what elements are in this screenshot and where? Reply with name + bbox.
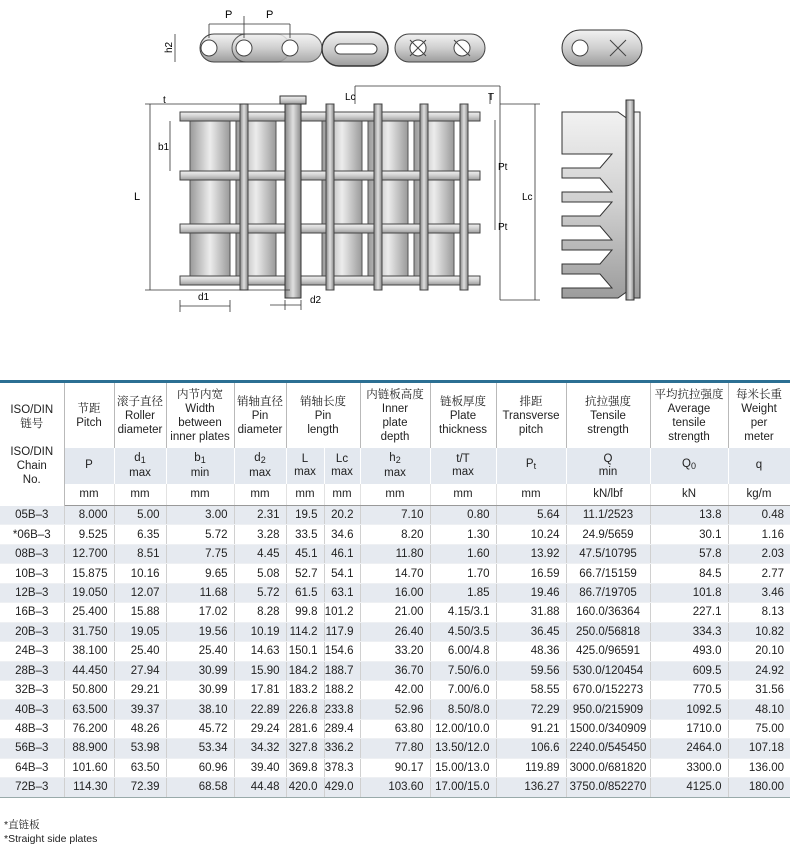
table-cell: 13.8: [650, 506, 728, 525]
table-cell: 38.10: [166, 700, 234, 719]
header-row-units: [0, 484, 790, 506]
table-cell: 1.16: [728, 525, 790, 544]
table-cell: 66.7/15159: [566, 564, 650, 583]
l-label: L: [134, 191, 141, 203]
chain-no-cell: 12B–3: [0, 583, 64, 602]
table-cell: 425.0/96591: [566, 642, 650, 661]
table-cell: 1.85: [430, 583, 496, 602]
table-cell: 11.80: [360, 544, 430, 563]
chain-no-cell: *06B–3: [0, 525, 64, 544]
table-cell: 10.82: [728, 622, 790, 641]
table-body: [0, 506, 790, 798]
table-row: [0, 622, 790, 641]
table-cell: 45.1: [286, 544, 324, 563]
table-cell: 1.30: [430, 525, 496, 544]
table-cell: 38.100: [64, 642, 114, 661]
table-cell: 24.9/5659: [566, 525, 650, 544]
table-row: [0, 642, 790, 661]
pt-label-2: Pt: [498, 222, 508, 233]
table-cell: 30.99: [166, 680, 234, 699]
table-cell: 11.1/2523: [566, 506, 650, 525]
table-cell: 3.00: [166, 506, 234, 525]
table-cell: 609.5: [650, 661, 728, 680]
footnote-en: *Straight side plates: [4, 833, 98, 845]
table-cell: 6.00/4.8: [430, 642, 496, 661]
chain-plan-view: [180, 96, 480, 298]
chain-no-cell: 64B–3: [0, 758, 64, 777]
table-cell: 188.2: [324, 680, 360, 699]
sym-h2: $h_2$ max: [360, 448, 430, 484]
table-cell: 16.59: [496, 564, 566, 583]
table-cell: 15.875: [64, 564, 114, 583]
header-row-symbols: [0, 448, 790, 484]
table-cell: 90.17: [360, 758, 430, 777]
table-row: [0, 758, 790, 777]
header-row-titles: [0, 382, 790, 448]
table-cell: 250.0/56818: [566, 622, 650, 641]
table-cell: 22.89: [234, 700, 286, 719]
table-cell: 48.26: [114, 719, 166, 738]
table-cell: 63.500: [64, 700, 114, 719]
table-cell: 15.00/13.0: [430, 758, 496, 777]
table-cell: 21.00: [360, 603, 430, 622]
header-transverse-pitch: 排距 Transverse pitch: [496, 382, 566, 448]
table-cell: 101.60: [64, 758, 114, 777]
sym-q: Q min: [566, 448, 650, 484]
table-cell: 4.50/3.5: [430, 622, 496, 641]
table-cell: 289.4: [324, 719, 360, 738]
table-cell: 9.525: [64, 525, 114, 544]
table-cell: 20.2: [324, 506, 360, 525]
table-cell: 42.00: [360, 680, 430, 699]
table-cell: 119.89: [496, 758, 566, 777]
table-cell: 25.40: [114, 642, 166, 661]
unit-d1: mm: [114, 484, 166, 506]
table-cell: 20.10: [728, 642, 790, 661]
table-cell: 10.24: [496, 525, 566, 544]
header-roller-diameter: 滚子直径 Roller diameter: [114, 382, 166, 448]
table-cell: 154.6: [324, 642, 360, 661]
table-row: [0, 719, 790, 738]
t-cap-label: T: [488, 92, 495, 103]
header-pin-diameter: 销轴直径 Pin diameter: [234, 382, 286, 448]
sym-t: t/T max: [430, 448, 496, 484]
table-row: [0, 603, 790, 622]
table-cell: 10.19: [234, 622, 286, 641]
table-cell: 12.700: [64, 544, 114, 563]
table-cell: 0.48: [728, 506, 790, 525]
table-cell: 19.5: [286, 506, 324, 525]
table-cell: 1092.5: [650, 700, 728, 719]
table-cell: 27.94: [114, 661, 166, 680]
table-cell: 13.50/12.0: [430, 739, 496, 758]
table-cell: 8.13: [728, 603, 790, 622]
table-cell: 3.46: [728, 583, 790, 602]
sym-lc: Lc max: [324, 448, 360, 484]
table-cell: 2464.0: [650, 739, 728, 758]
table-cell: 33.20: [360, 642, 430, 661]
table-cell: 227.1: [650, 603, 728, 622]
table-row: [0, 739, 790, 758]
table-cell: 75.00: [728, 719, 790, 738]
table-cell: 25.40: [166, 642, 234, 661]
table-row: [0, 680, 790, 699]
table-cell: 72.29: [496, 700, 566, 719]
table-cell: 5.72: [166, 525, 234, 544]
header-iso-din: ISO/DIN 链号 ISO/DIN Chain No.: [0, 382, 64, 506]
table-cell: 17.81: [234, 680, 286, 699]
table-cell: 68.58: [166, 778, 234, 797]
unit-weight: kg/m: [728, 484, 790, 506]
table-cell: 33.5: [286, 525, 324, 544]
table-cell: 233.8: [324, 700, 360, 719]
table-row: [0, 525, 790, 544]
sym-b1: $b_1$ min: [166, 448, 234, 484]
table-cell: 114.2: [286, 622, 324, 641]
table-cell: 26.40: [360, 622, 430, 641]
table-cell: 52.7: [286, 564, 324, 583]
chain-no-cell: 20B–3: [0, 622, 64, 641]
table-cell: 2.03: [728, 544, 790, 563]
table-cell: 117.9: [324, 622, 360, 641]
table-cell: 106.6: [496, 739, 566, 758]
table-cell: 59.56: [496, 661, 566, 680]
table-cell: 12.07: [114, 583, 166, 602]
d1-label: d1: [198, 292, 210, 303]
header-plate-thickness: 链板厚度 Plate thickness: [430, 382, 496, 448]
unit-b1: mm: [166, 484, 234, 506]
table-cell: 14.70: [360, 564, 430, 583]
table-cell: 19.46: [496, 583, 566, 602]
table-cell: 670.0/152273: [566, 680, 650, 699]
table-cell: 39.40: [234, 758, 286, 777]
chain-no-cell: 05B–3: [0, 506, 64, 525]
b1-label: b1: [158, 142, 170, 153]
table-cell: 34.6: [324, 525, 360, 544]
unit-lc: mm: [324, 484, 360, 506]
table-row: [0, 700, 790, 719]
chain-technical-drawing: [0, 0, 790, 360]
table-cell: 34.32: [234, 739, 286, 758]
table-cell: 36.45: [496, 622, 566, 641]
pitch-label-2: P: [266, 9, 274, 21]
table-cell: 25.400: [64, 603, 114, 622]
table-cell: 281.6: [286, 719, 324, 738]
table-row: [0, 583, 790, 602]
table-cell: 8.000: [64, 506, 114, 525]
sym-l: L max: [286, 448, 324, 484]
table-cell: 19.050: [64, 583, 114, 602]
table-cell: 44.48: [234, 778, 286, 797]
table-cell: 61.5: [286, 583, 324, 602]
table-cell: 6.35: [114, 525, 166, 544]
table-cell: 369.8: [286, 758, 324, 777]
table-cell: 50.800: [64, 680, 114, 699]
chain-end-view-top: [562, 30, 642, 66]
lc-label: Lc: [345, 92, 356, 103]
h2-label: h2: [164, 41, 175, 53]
table-row: [0, 544, 790, 563]
table-cell: 19.56: [166, 622, 234, 641]
table-cell: 14.63: [234, 642, 286, 661]
sym-weight: q: [728, 448, 790, 484]
unit-pitch: mm: [64, 484, 114, 506]
sym-pitch: P: [64, 448, 114, 484]
table-cell: 3300.0: [650, 758, 728, 777]
unit-q: kN/lbf: [566, 484, 650, 506]
table-cell: 107.18: [728, 739, 790, 758]
chain-no-cell: 24B–3: [0, 642, 64, 661]
table-row: [0, 661, 790, 680]
chain-no-cell: 08B–3: [0, 544, 64, 563]
sym-q0: $Q_0$: [650, 448, 728, 484]
table-cell: 45.72: [166, 719, 234, 738]
table-cell: 5.72: [234, 583, 286, 602]
header-inner-plate-depth: 内链板高度 Inner plate depth: [360, 382, 430, 448]
table-cell: 5.00: [114, 506, 166, 525]
table-cell: 770.5: [650, 680, 728, 699]
table-cell: 3000.0/681820: [566, 758, 650, 777]
table-cell: 17.00/15.0: [430, 778, 496, 797]
table-cell: 7.00/6.0: [430, 680, 496, 699]
table-cell: 7.50/6.0: [430, 661, 496, 680]
table-cell: 31.750: [64, 622, 114, 641]
table-cell: 63.80: [360, 719, 430, 738]
table-cell: 188.7: [324, 661, 360, 680]
unit-t: mm: [430, 484, 496, 506]
table-cell: 13.92: [496, 544, 566, 563]
table-cell: 4.15/3.1: [430, 603, 496, 622]
header-width-inner: 内节内宽 Width between inner plates: [166, 382, 234, 448]
table-cell: 17.02: [166, 603, 234, 622]
chain-no-cell: 32B–3: [0, 680, 64, 699]
table-cell: 4.45: [234, 544, 286, 563]
table-cell: 327.8: [286, 739, 324, 758]
table-cell: 12.00/10.0: [430, 719, 496, 738]
table-cell: 101.8: [650, 583, 728, 602]
table-cell: 7.75: [166, 544, 234, 563]
table-cell: 114.30: [64, 778, 114, 797]
table-cell: 0.80: [430, 506, 496, 525]
table-cell: 88.900: [64, 739, 114, 758]
chain-no-cell: 56B–3: [0, 739, 64, 758]
table-cell: 136.00: [728, 758, 790, 777]
table-cell: 76.200: [64, 719, 114, 738]
table-cell: 58.55: [496, 680, 566, 699]
table-cell: 48.10: [728, 700, 790, 719]
unit-q0: kN: [650, 484, 728, 506]
sym-pt: $P_t$: [496, 448, 566, 484]
table-cell: 53.34: [166, 739, 234, 758]
table-cell: 101.2: [324, 603, 360, 622]
table-cell: 1.60: [430, 544, 496, 563]
table-cell: 91.21: [496, 719, 566, 738]
pitch-label-1: P: [225, 9, 233, 21]
table-cell: 3.28: [234, 525, 286, 544]
table-cell: 136.27: [496, 778, 566, 797]
table-cell: 378.3: [324, 758, 360, 777]
pt-label-1: Pt: [498, 162, 508, 173]
table-cell: 3750.0/852270: [566, 778, 650, 797]
sym-d2: $d_2$ max: [234, 448, 286, 484]
table-cell: 72.39: [114, 778, 166, 797]
chain-no-cell: 72B–3: [0, 778, 64, 797]
table-cell: 54.1: [324, 564, 360, 583]
table-cell: 2.31: [234, 506, 286, 525]
table-cell: 31.88: [496, 603, 566, 622]
unit-h2: mm: [360, 484, 430, 506]
footnote-cn: *直链板: [4, 819, 40, 831]
t-label: t: [163, 95, 166, 106]
table-cell: 7.10: [360, 506, 430, 525]
table-cell: 226.8: [286, 700, 324, 719]
table-cell: 2240.0/545450: [566, 739, 650, 758]
footnote: [4, 818, 97, 846]
table-cell: 4125.0: [650, 778, 728, 797]
table-cell: 150.1: [286, 642, 324, 661]
d2-label: d2: [310, 295, 322, 306]
table-cell: 19.05: [114, 622, 166, 641]
table-cell: 57.8: [650, 544, 728, 563]
table-cell: 11.68: [166, 583, 234, 602]
header-pin-length: 销轴长度 Pin length: [286, 382, 360, 448]
table-cell: 48.36: [496, 642, 566, 661]
table-cell: 8.28: [234, 603, 286, 622]
table-cell: 160.0/36364: [566, 603, 650, 622]
table-cell: 15.88: [114, 603, 166, 622]
table-cell: 1710.0: [650, 719, 728, 738]
table-cell: 429.0: [324, 778, 360, 797]
unit-l: mm: [286, 484, 324, 506]
table-cell: 950.0/215909: [566, 700, 650, 719]
table-cell: 184.2: [286, 661, 324, 680]
table-cell: 53.98: [114, 739, 166, 758]
table-cell: 84.5: [650, 564, 728, 583]
unit-pt: mm: [496, 484, 566, 506]
table-cell: 5.64: [496, 506, 566, 525]
table-cell: 77.80: [360, 739, 430, 758]
table-row: [0, 506, 790, 525]
table-cell: 29.24: [234, 719, 286, 738]
chain-no-cell: 28B–3: [0, 661, 64, 680]
unit-d2: mm: [234, 484, 286, 506]
table-cell: 336.2: [324, 739, 360, 758]
table-cell: 103.60: [360, 778, 430, 797]
table-cell: 63.1: [324, 583, 360, 602]
table-cell: 46.1: [324, 544, 360, 563]
table-cell: 24.92: [728, 661, 790, 680]
table-cell: 1500.0/340909: [566, 719, 650, 738]
table-cell: 47.5/10795: [566, 544, 650, 563]
chain-no-cell: 40B–3: [0, 700, 64, 719]
table-cell: 39.37: [114, 700, 166, 719]
table-cell: 493.0: [650, 642, 728, 661]
sym-d1: $d_1$ max: [114, 448, 166, 484]
header-tensile-strength: 抗拉强度 Tensile strength: [566, 382, 650, 448]
table-cell: 2.77: [728, 564, 790, 583]
table-cell: 31.56: [728, 680, 790, 699]
chain-no-cell: 10B–3: [0, 564, 64, 583]
table-cell: 183.2: [286, 680, 324, 699]
table-row: [0, 778, 790, 797]
chain-end-view-triplex: [562, 100, 640, 300]
spec-table: [0, 380, 790, 798]
table-cell: 99.8: [286, 603, 324, 622]
table-cell: 86.7/19705: [566, 583, 650, 602]
table-cell: 15.90: [234, 661, 286, 680]
table-cell: 8.50/8.0: [430, 700, 496, 719]
header-average-tensile: 平均抗拉强度 Average tensile strength: [650, 382, 728, 448]
table-cell: 530.0/120454: [566, 661, 650, 680]
table-cell: 10.16: [114, 564, 166, 583]
table-row: [0, 564, 790, 583]
table-cell: 29.21: [114, 680, 166, 699]
table-cell: 1.70: [430, 564, 496, 583]
lc-label-right: Lc: [522, 192, 533, 203]
table-cell: 52.96: [360, 700, 430, 719]
table-cell: 63.50: [114, 758, 166, 777]
table-cell: 36.70: [360, 661, 430, 680]
table-cell: 8.51: [114, 544, 166, 563]
table-cell: 30.1: [650, 525, 728, 544]
table-cell: 5.08: [234, 564, 286, 583]
chain-no-cell: 48B–3: [0, 719, 64, 738]
table-cell: 334.3: [650, 622, 728, 641]
table-cell: 8.20: [360, 525, 430, 544]
table-cell: 420.0: [286, 778, 324, 797]
table-cell: 30.99: [166, 661, 234, 680]
table-cell: 16.00: [360, 583, 430, 602]
table-cell: 180.00: [728, 778, 790, 797]
header-pitch: 节距 Pitch: [64, 382, 114, 448]
table-cell: 60.96: [166, 758, 234, 777]
header-weight-per-meter: 每米长重 Weight per meter: [728, 382, 790, 448]
table-cell: 44.450: [64, 661, 114, 680]
chain-no-cell: 16B–3: [0, 603, 64, 622]
chain-side-view: [200, 32, 485, 66]
table-cell: 9.65: [166, 564, 234, 583]
